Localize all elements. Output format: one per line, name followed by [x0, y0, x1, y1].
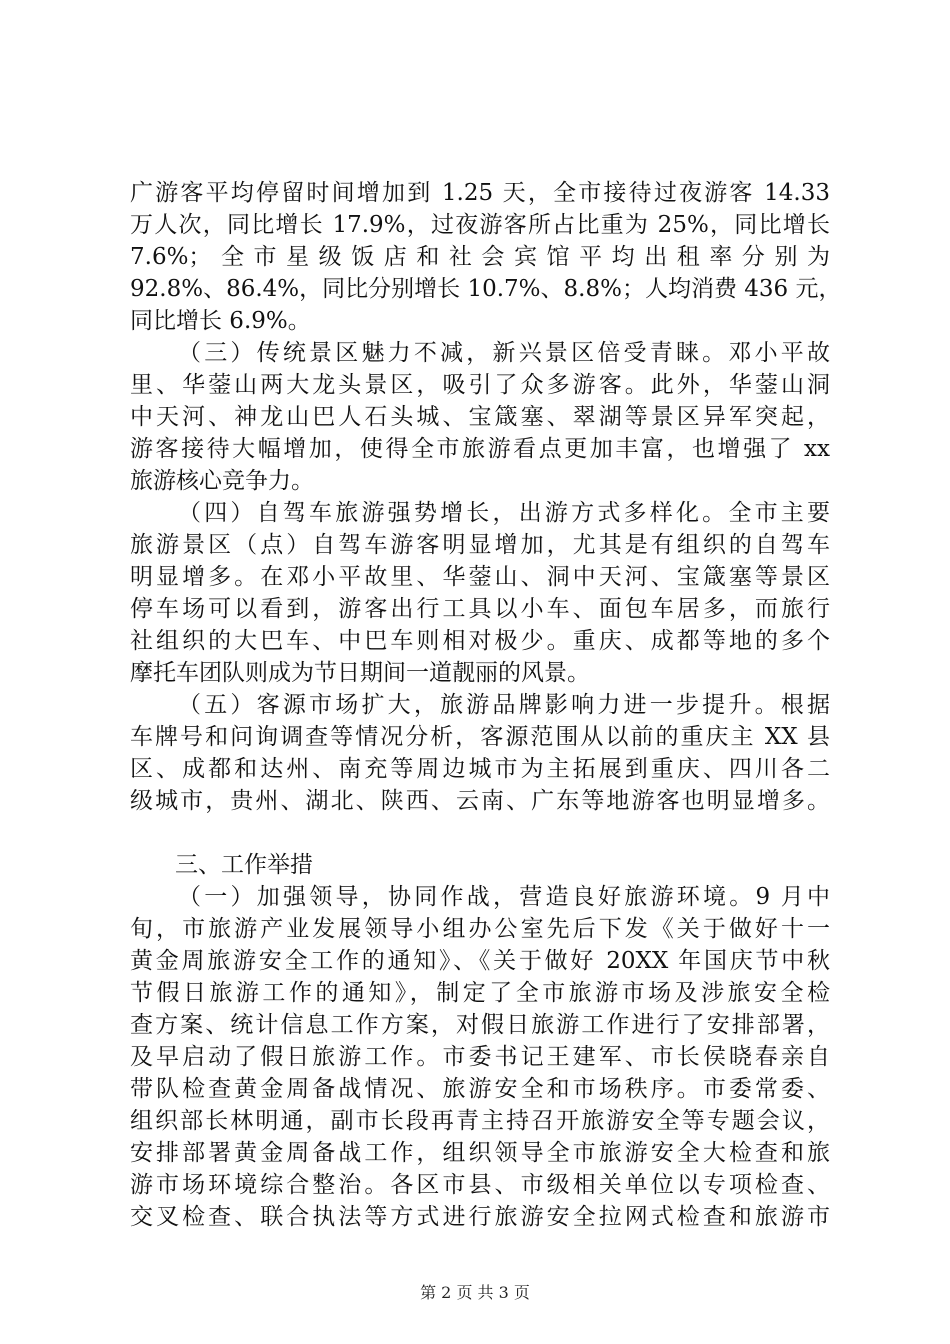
- text-line: 里、华蓥山两大龙头景区，吸引了众多游客。此外，华蓥山洞: [130, 372, 830, 398]
- text-line: 带队检查黄金周备战情况、旅游安全和市场秩序。市委常委、: [130, 1076, 830, 1102]
- text-line: （五）客源市场扩大，旅游品牌影响力进一步提升。根据: [178, 692, 830, 718]
- text-line: 同比增长 6.9%。: [130, 308, 311, 334]
- text-line: 游客接待大幅增加，使得全市旅游看点更加丰富，也增强了 xx: [130, 436, 830, 462]
- text-line: 停车场可以看到，游客出行工具以小车、面包车居多，而旅行: [130, 596, 830, 622]
- text-line: （三）传统景区魅力不减，新兴景区倍受青睐。邓小平故: [178, 340, 830, 366]
- text-line: 及早启动了假日旅游工作。市委书记王建军、市长侯晓春亲自: [130, 1044, 830, 1070]
- document-body: [130, 177, 842, 1233]
- text-line: 社组织的大巴车、中巴车则相对极少。重庆、成都等地的多个: [130, 628, 830, 654]
- text-line: 7.6%；全市星级饭店和社会宾馆平均出租率分别为: [130, 244, 830, 270]
- text-line: 查方案、统计信息工作方案，对假日旅游工作进行了安排部署，: [130, 1012, 830, 1038]
- text-line: 摩托车团队则成为节日期间一道靓丽的风景。: [130, 660, 590, 686]
- section-heading: 三、工作举措: [175, 852, 313, 878]
- text-line: （四）自驾车旅游强势增长，出游方式多样化。全市主要: [178, 500, 830, 526]
- text-line: 交叉检查、联合执法等方式进行旅游安全拉网式检查和旅游市: [130, 1204, 830, 1230]
- text-line: （一）加强领导，协同作战，营造良好旅游环境。9 月中: [178, 884, 830, 910]
- text-line: 级城市，贵州、湖北、陕西、云南、广东等地游客也明显增多。: [130, 788, 830, 814]
- text-line: 组织部长林明通，副市长段再青主持召开旅游安全等专题会议，: [130, 1108, 830, 1134]
- text-line: 旅游核心竞争力。: [130, 468, 314, 494]
- blank-line: [130, 817, 830, 849]
- page-footer: 第 2 页 共 3 页: [420, 1283, 530, 1302]
- text-line: 92.8%、86.4%，同比分别增长 10.7%、8.8%；人均消费 436 元，: [130, 276, 842, 302]
- text-line: 明显增多。在邓小平故里、华蓥山、洞中天河、宝箴塞等景区: [130, 564, 830, 590]
- text-line: 旅游景区（点）自驾车游客明显增加，尤其是有组织的自驾车: [130, 532, 830, 558]
- text-line: 游市场环境综合整治。各区市县、市级相关单位以专项检查、: [130, 1172, 830, 1198]
- text-line: 安排部署黄金周备战工作，组织领导全市旅游安全大检查和旅: [130, 1140, 830, 1166]
- text-line: 中天河、神龙山巴人石头城、宝箴塞、翠湖等景区异军突起，: [130, 404, 830, 430]
- text-line: 车牌号和问询调查等情况分析，客源范围从以前的重庆主 XX 县: [130, 724, 830, 750]
- text-line: 节假日旅游工作的通知》，制定了全市旅游市场及涉旅安全检: [130, 980, 830, 1006]
- text-line: 万人次，同比增长 17.9%，过夜游客所占比重为 25%，同比增长: [130, 212, 830, 238]
- text-line: 黄金周旅游安全工作的通知》、《关于做好 20XX 年国庆节中秋: [130, 948, 830, 974]
- text-line: 区、成都和达州、南充等周边城市为主拓展到重庆、四川各二: [130, 756, 830, 782]
- text-line: 广游客平均停留时间增加到 1.25 天，全市接待过夜游客 14.33: [130, 180, 830, 206]
- text-line: 旬，市旅游产业发展领导小组办公室先后下发《关于做好十一: [130, 916, 830, 942]
